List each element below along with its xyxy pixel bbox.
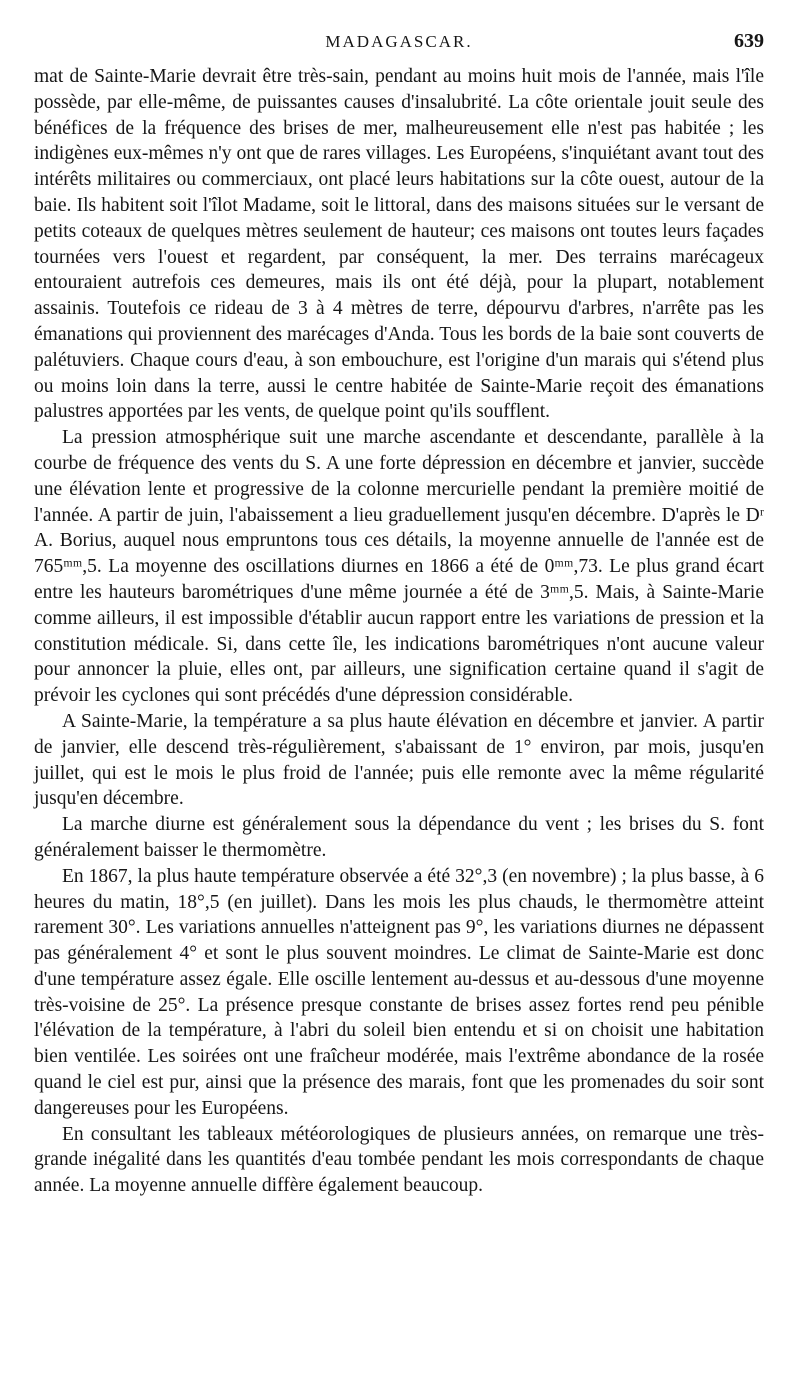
- paragraph: La marche diurne est généralement sous la dépendance du vent ; les brises du S. font généralement baisser le thermomètre.: [34, 814, 764, 861]
- page-number: 639: [734, 30, 764, 52]
- running-title: MADAGASCAR.: [325, 32, 473, 51]
- body-text: [34, 64, 764, 1199]
- paragraph: La pression atmosphérique suit une marche ascendante et descendante, parallèle à la courbe de fréquence des vents du S. A une forte dépression en décembre et janvier, succède une élévation lente et progressive de la colonne mercurielle pendant la première moitié de l'année. A partir de juin, l'abaissement a lieu graduellement jusqu'en décembre. D'après le Dʳ A. Borius, auquel nous empruntons tous ces détails, la moyenne annuelle de l'année est de 765ᵐᵐ,5. La moyenne des oscillations diurnes en 1866 a été de 0ᵐᵐ,73. Le plus grand écart entre les hauteurs barométriques d'une même journée a été de 3ᵐᵐ,5. Mais, à Sainte-Marie comme ailleurs, il est impossible d'établir aucun rapport entre les variations de pression et la constitution médicale. Si, dans cette île, les indications barométriques n'ont aucune valeur pour annoncer la pluie, elles ont, par ailleurs, une signification certaine quand il s'agit de prévoir les cyclones qui sont précédés d'une dépression considérable.: [34, 427, 764, 707]
- paragraph: En 1867, la plus haute température observée a été 32°,3 (en novembre) ; la plus basse, à 6 heures du matin, 18°,5 (en juillet). Dans les mois les plus chauds, le thermomètre atteint rarement 30°. Les variations annuelles n'atteignent pas 9°, les variations diurnes ne dépassent pas généralement 4° et sont le plus souvent moindres. Le climat de Sainte-Marie est donc d'une température assez égale. Elle oscille lentement au-dessus et au-dessous d'une moyenne très-voisine de 25°. La présence presque constante de brises assez fortes rend peu pénible l'élévation de la température, à l'abri du soleil bien entendu et si on choisit une habitation bien ventilée. Les soirées ont une fraîcheur modérée, mais l'extrême abondance de la rosée quand le ciel est pur, ainsi que la présence des marais, font que les promenades du soir sont dangereuses pour les Européens.: [34, 865, 764, 1119]
- paragraph: mat de Sainte-Marie devrait être très-sain, pendant au moins huit mois de l'année, mais l'île possède, par elle-même, de puissantes causes d'insalubrité. La côte orientale jouit seule des bénéfices de la fréquence des brises de mer, malheureusement elle n'est pas habitée ; les indigènes eux-mêmes n'y ont que de rares villages. Les Européens, s'inquiétant avant tout des intérêts militaires ou commerciaux, ont placé leurs habitations sur la côte ouest, autour de la baie. Ils habitent soit l'îlot Madame, soit le littoral, dans des maisons situées sur le versant de petits coteaux de quelques mètres seulement de hauteur; ces maisons ont toutes leurs façades tournées vers l'ouest et regardent, par conséquent, la mer. Des terrains marécageux entouraient autrefois ces demeures, mais ils ont été déjà, pour la plupart, notablement assainis. Toutefois ce rideau de 3 à 4 mètres de terre, dépourvu d'arbres, n'arrête pas les émanations qui proviennent des marécages d'Anda. Tous les bords de la baie sont couverts de palétuviers. Chaque cours d'eau, à son embouchure, est l'origine d'un marais qui s'étend plus ou moins loin dans la terre, aussi le centre habitée de Sainte-Marie reçoit des émanations palustres apportées par les vents, de quelque point qu'ils soufflent.: [34, 66, 764, 423]
- page-header: [34, 30, 764, 64]
- paragraph: En consultant les tableaux météorologiques de plusieurs années, on remarque une très-grande inégalité dans les quantités d'eau tombée pendant les mois correspondants de chaque année. La moyenne annuelle diffère également beaucoup.: [34, 1123, 764, 1197]
- paragraph: A Sainte-Marie, la température a sa plus haute élévation en décembre et janvier. A partir de janvier, elle descend très-régulièrement, s'abaissant de 1° environ, par mois, jusqu'en juillet, qui est le mois le plus froid de l'année; puis elle remonte avec la même régularité jusqu'en décembre.: [34, 710, 764, 810]
